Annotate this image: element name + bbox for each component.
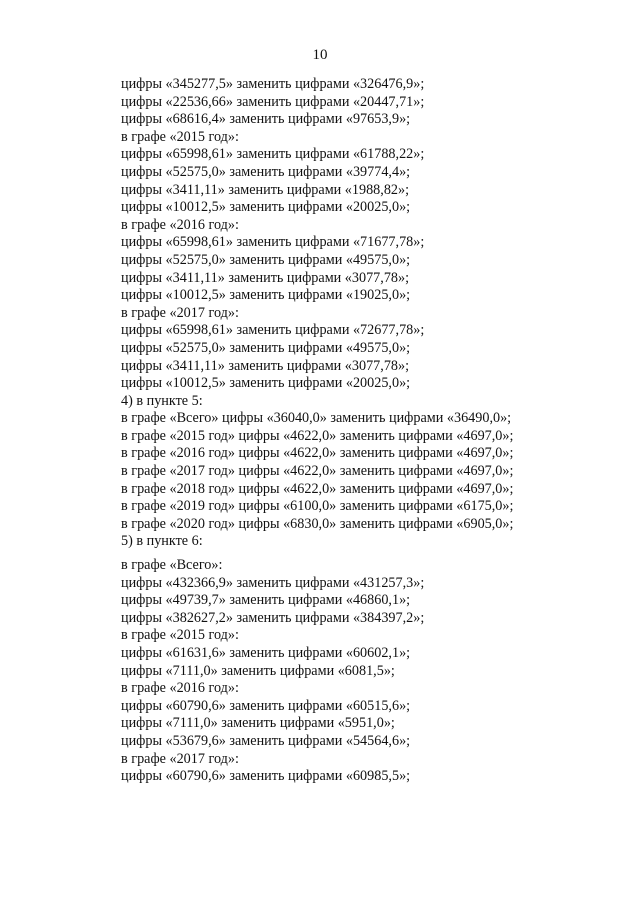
section-heading-2017: в графе «2017 год»: [121, 304, 239, 321]
document-body [121, 76, 621, 786]
text-line: цифры «382627,2» заменить цифрами «384397,2»; [121, 609, 425, 626]
text-line: цифры «49739,7» заменить цифрами «46860,1»; [121, 592, 411, 609]
section-heading-2017: в графе «2017 год»: [121, 750, 239, 767]
text-line: цифры «65998,61» заменить цифрами «72677,78»; [121, 322, 425, 339]
text-line: цифры «68616,4» заменить цифрами «97653,9»; [121, 111, 411, 128]
section-heading-2015: в графе «2015 год»: [121, 627, 239, 644]
text-line: цифры «3411,11» заменить цифрами «1988,82»; [121, 181, 410, 198]
section-heading-2015: в графе «2015 год»: [121, 128, 239, 145]
text-line: в графе «2018 год» цифры «4622,0» заменить цифрами «4697,0»; [121, 480, 514, 497]
page-number: 10 [312, 47, 328, 63]
text-line: в графе «2019 год» цифры «6100,0» заменить цифрами «6175,0»; [121, 498, 514, 515]
text-line: в графе «2016 год» цифры «4622,0» заменить цифрами «4697,0»; [121, 445, 514, 462]
text-line: в графе «2015 год» цифры «4622,0» заменить цифрами «4697,0»; [121, 427, 514, 444]
text-line: цифры «52575,0» заменить цифрами «39774,4»; [121, 163, 411, 180]
section-heading-total: в графе «Всего»: [121, 557, 223, 574]
item-heading-5: 5) в пункте 6: [121, 533, 203, 550]
text-line: цифры «3411,11» заменить цифрами «3077,78»; [121, 357, 410, 374]
section-heading-2016: в графе «2016 год»: [121, 216, 239, 233]
text-line: цифры «345277,5» заменить цифрами «326476,9»; [121, 76, 425, 92]
text-line: цифры «7111,0» заменить цифрами «5951,0»; [121, 715, 395, 732]
text-line: цифры «22536,66» заменить цифрами «20447,71»; [121, 93, 425, 110]
text-line: цифры «10012,5» заменить цифрами «20025,0»; [121, 375, 411, 392]
text-line: цифры «60790,6» заменить цифрами «60985,5»; [121, 768, 411, 785]
text-line: цифры «3411,11» заменить цифрами «3077,78»; [121, 269, 410, 286]
text-line: цифры «65998,61» заменить цифрами «61788,22»; [121, 146, 425, 163]
section-heading-2016: в графе «2016 год»: [121, 680, 239, 697]
text-line: цифры «65998,61» заменить цифрами «71677,78»; [121, 234, 425, 251]
text-line: в графе «Всего» цифры «36040,0» заменить цифрами «36490,0»; [121, 410, 512, 427]
text-line: цифры «7111,0» заменить цифрами «6081,5»; [121, 662, 395, 679]
text-line: в графе «2017 год» цифры «4622,0» заменить цифрами «4697,0»; [121, 463, 514, 480]
text-line: цифры «61631,6» заменить цифрами «60602,1»; [121, 645, 411, 661]
item-heading-4: 4) в пункте 5: [121, 392, 203, 409]
text-line: цифры «432366,9» заменить цифрами «431257,3»; [121, 574, 425, 591]
text-line: в графе «2020 год» цифры «6830,0» заменить цифрами «6905,0»; [121, 515, 514, 532]
text-line: цифры «53679,6» заменить цифрами «54564,6»; [121, 732, 411, 749]
text-line: цифры «60790,6» заменить цифрами «60515,6»; [121, 697, 411, 714]
text-line: цифры «52575,0» заменить цифрами «49575,0»; [121, 339, 411, 356]
text-line: цифры «10012,5» заменить цифрами «20025,0»; [121, 199, 411, 216]
text-line: цифры «52575,0» заменить цифрами «49575,0»; [121, 251, 411, 268]
text-line: цифры «10012,5» заменить цифрами «19025,0»; [121, 287, 411, 304]
